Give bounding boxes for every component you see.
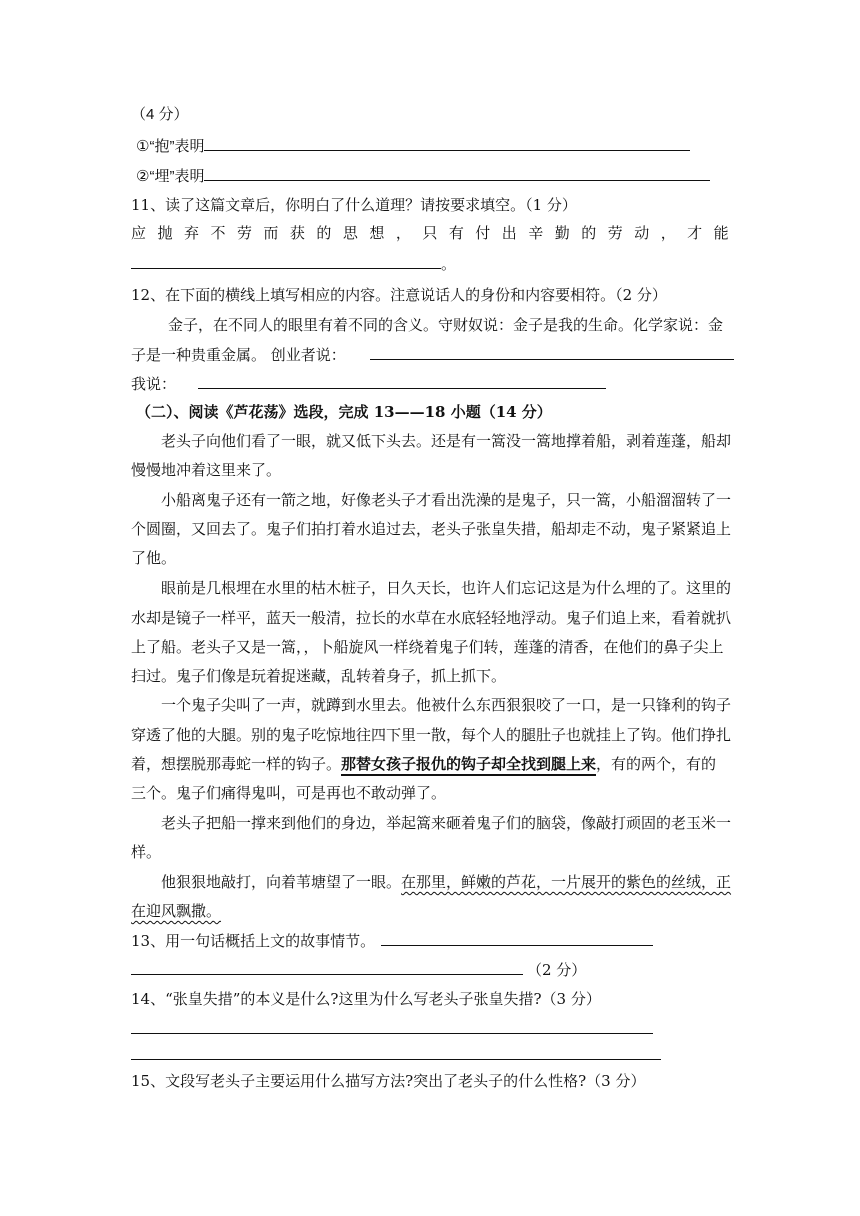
q11-char: 获 (289, 224, 305, 242)
q11-char: 弃 (183, 224, 199, 242)
passage-line: 扫过。鬼子们像是玩着捉迷藏，乱转着身子，抓上抓下。 (131, 667, 507, 685)
passage-line: 了他。 (131, 549, 177, 567)
passage-line: 上了船。老头子又是一篙，，卜船旋风一样绕着鬼子们转，莲蓬的清香，在他们的鼻子尖上 (131, 638, 724, 656)
q11-end-period: 。 (441, 255, 457, 273)
q11-char: 不 (210, 224, 226, 242)
answer-line[interactable] (131, 1033, 653, 1034)
q11-answer-line (131, 222, 729, 244)
passage-line (131, 753, 716, 775)
q11-char: 劳 (236, 224, 252, 242)
q13-line-2 (131, 958, 586, 981)
q12-me-label: 我说： (131, 375, 177, 393)
passage-line: 慢慢地冲着这里来了。 (131, 461, 282, 479)
q12-text-line-2 (131, 343, 734, 366)
q13-prompt: 13、用一句话概括上文的故事情节。 (131, 932, 376, 950)
underlined-sentence: 那替女孩子报仇的钩子却全找到腿上来 (341, 755, 596, 776)
answer-blank[interactable] (131, 252, 441, 269)
q12-entrepreneur-label: 子是一种贵重金属。 创业者说： (131, 346, 346, 364)
passage-line: 老头子把船一撑来到他们的身边，举起篙来砸着鬼子们的脑袋，像敲打顽固的老玉米一 (161, 814, 732, 832)
passage-line: 一个鬼子尖叫了一声，就蹲到水里去。他被什么东西狠狠咬了一口，是一只锋利的钩子 (161, 696, 732, 714)
q11-char: 有 (448, 224, 464, 242)
passage-line: 老头子向他们看了一眼，就又低下头去。还是有一篙没一篙地撑着船，剥着莲蓬，船却 (161, 432, 732, 450)
wavy-underlined-sentence: 在迎风飘撒。 (131, 902, 222, 920)
q11-char: 勤 (554, 224, 570, 242)
q11-char: 辛 (528, 224, 544, 242)
section-heading: （二）、阅读《芦花荡》选段，完成 13——18 小题（14 分） (136, 403, 552, 421)
q11-blank-line (131, 252, 456, 275)
q11-char: 劳 (607, 224, 623, 242)
q10-item-1-label: ①“抱”表明 (136, 138, 205, 155)
q11-char: 只 (422, 224, 438, 242)
answer-line[interactable] (131, 1059, 661, 1060)
q10-score: （4 分） (131, 106, 189, 123)
q11-char: 想 (369, 224, 385, 242)
q11-char: 而 (263, 224, 279, 242)
passage-line: 眼前是几根埋在水里的枯木桩子，日久天长，也许人们忘记这是为什么埋的了。这里的 (161, 579, 732, 597)
answer-blank[interactable] (131, 958, 523, 975)
passage-line: 三个。鬼子们痛得鬼叫，可是再也不敢动弹了。 (131, 784, 447, 802)
q11-char: 的 (581, 224, 597, 242)
answer-blank[interactable] (204, 134, 690, 151)
wavy-underlined-sentence: 在那里，鲜嫩的芦花，一片展开的紫色的丝绒，正 (401, 873, 732, 891)
q11-char: ， (660, 224, 676, 242)
q15-prompt: 15、文段写老头子主要运用什么描写方法?突出了老头子的什么性格?（3 分） (131, 1072, 646, 1090)
q11-char: 思 (342, 224, 358, 242)
q13-line (131, 929, 653, 952)
passage-line (131, 900, 221, 922)
q11-char: 的 (316, 224, 332, 242)
answer-blank[interactable] (198, 372, 606, 389)
passage-text: 他狠狠地敲打，向着苇塘望了一眼。 (161, 873, 402, 891)
answer-blank[interactable] (204, 164, 710, 181)
q14-prompt: 14、“张皇失措”的本义是什么?这里为什么写老头子张皇失措?（3 分） (131, 990, 601, 1008)
q12-prompt: 12、在下面的横线上填写相应的内容。注意说话人的身份和内容要相符。（2 分） (131, 286, 667, 304)
q11-char: ， (395, 224, 411, 242)
q10-item-1 (136, 134, 690, 158)
passage-line: 小船离鬼子还有一箭之地，好像老头子才看出洗澡的是鬼子，只一篙，小船溜溜转了一 (161, 491, 732, 509)
q13-score: （2 分） (527, 961, 587, 979)
q11-char: 应 (131, 224, 147, 242)
passage-line: 个圆圈，又回去了。鬼子们拍打着水追过去，老头子张皇失措，船却走不动，鬼子紧紧追上 (131, 520, 732, 538)
passage-line: 穿透了他的大腿。别的鬼子吃惊地往四下里一散，每个人的腿肚子也就挂上了钩。他们挣扎 (131, 726, 732, 744)
q12-me-line (131, 372, 606, 395)
q11-prompt: 11、读了这篇文章后，你明白了什么道理？请按要求填空。（1 分） (131, 196, 577, 214)
answer-blank[interactable] (381, 929, 653, 946)
passage-text: ，有的两个，有的 (596, 755, 717, 773)
q11-char: 动 (634, 224, 650, 242)
q11-char: 出 (501, 224, 517, 242)
q11-char: 付 (475, 224, 491, 242)
q10-item-2 (136, 164, 710, 188)
q11-char: 才 (687, 224, 703, 242)
q11-char: 抛 (157, 224, 173, 242)
q10-item-2-label: ②“埋”表明 (136, 168, 205, 185)
q12-text-line-1: 金子，在不同人的眼里有着不同的含义。守财奴说：金子是我的生命。化学家说：金 (168, 316, 724, 334)
passage-text: 着，想摆脱那毒蛇一样的钩子。 (131, 755, 342, 773)
passage-line: 水却是镜子一样平，蓝天一般清，拉长的水草在水底轻轻地浮动。鬼子们追上来，看着就扒 (131, 609, 732, 627)
q11-char: 能 (713, 224, 729, 242)
passage-line (161, 871, 731, 893)
answer-blank[interactable] (370, 343, 734, 360)
passage-line: 样。 (131, 843, 162, 861)
